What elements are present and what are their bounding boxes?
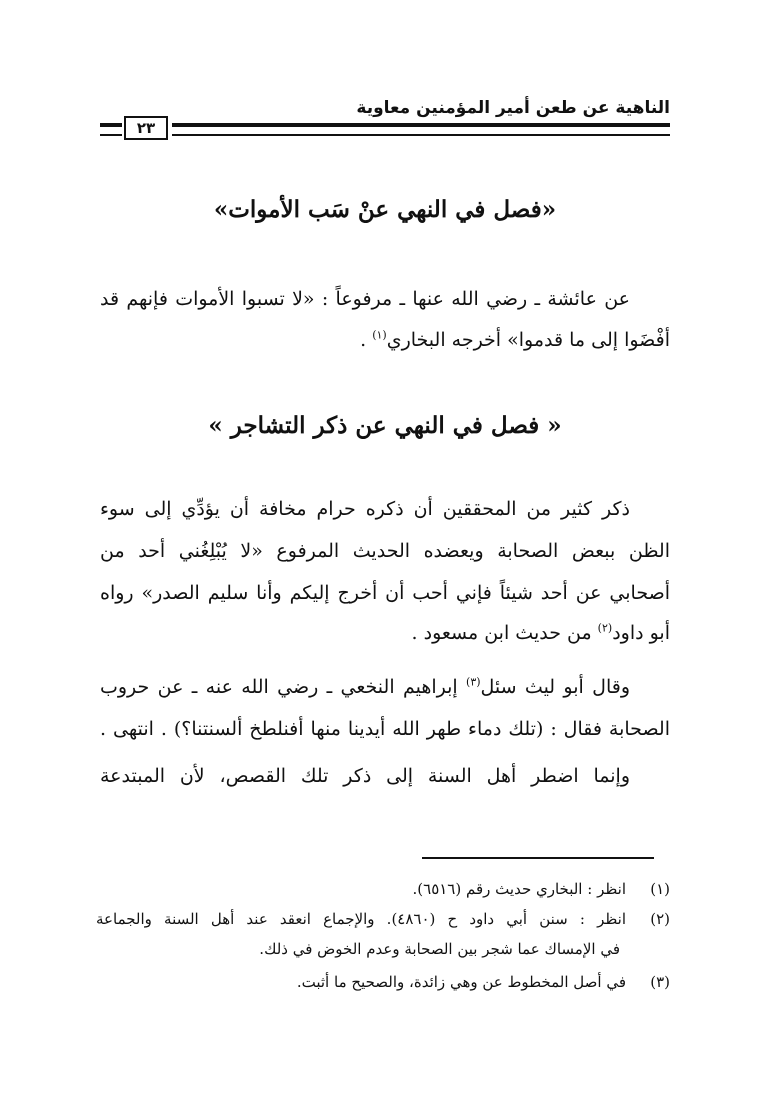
text-segment: وقال أبو ليث سئل — [480, 676, 630, 698]
footnote-text: في أصل المخطوط عن وهي زائدة، والصحيح ما أثبت. — [296, 973, 626, 991]
text-segment: من حديث ابن مسعود . — [411, 622, 598, 644]
header-rule-short — [100, 123, 122, 136]
running-title: الناهية عن طعن أمير المؤمنين معاوية — [356, 98, 670, 118]
paragraph-2-line-3: أصحابي عن أحد شيئاً فإني أحب أن أخرج إليكم وأنا سليم الصدر» رواه — [100, 582, 670, 604]
paragraph-1-line-2 — [100, 328, 670, 351]
header-rule-long — [172, 123, 670, 136]
paragraph-4-line-1: وإنما اضطر أهل السنة إلى ذكر تلك القصص، لأن المبتدعة — [100, 765, 630, 787]
paragraph-3-line-1 — [100, 675, 630, 698]
paragraph-3-line-2: الصحابة فقال : (تلك دماء طهر الله أيدينا منها أفنلطخ ألسنتنا؟) . انتهى . — [100, 718, 670, 740]
footnote-text: في الإمساك عما شجر بين الصحابة وعدم الخوض في ذلك. — [259, 940, 620, 958]
footnote-text: انظر : سنن أبي داود ح (٤٨٦٠). والإجماع انعقد عند أهل السنة والجماعة — [96, 910, 626, 928]
text-segment: . — [360, 329, 373, 351]
footnote-ref-2: (٢) — [597, 621, 613, 635]
footnote-ref-1: (١) — [372, 328, 387, 342]
footnote-text: انظر : البخاري حديث رقم (٦٥١٦). — [412, 880, 626, 898]
paragraph-2-line-1: ذكر كثير من المحققين أن ذكره حرام مخافة أن يؤدِّي إلى سوء — [100, 498, 630, 520]
footnote-number: (٣) — [650, 973, 670, 991]
paragraph-1-line-1: عن عائشة ـ رضي الله عنها ـ مرفوعاً : «لا تسبوا الأموات فإنهم قد — [100, 288, 630, 310]
page-number: ٢٣ — [124, 116, 168, 140]
footnote-number: (١) — [650, 880, 670, 898]
footnote-separator — [422, 857, 654, 859]
footnote-number: (٢) — [650, 910, 670, 928]
text-segment: إبراهيم النخعي ـ رضي الله عنه ـ عن حروب — [100, 676, 467, 698]
section-heading-1: «فصل في النهي عنْ سَب الأموات» — [213, 196, 557, 223]
paragraph-2-line-2: الظن ببعض الصحابة ويعضده الحديث المرفوع «لا يُبْلِغُني أحد من — [100, 540, 670, 562]
text-segment: أبو داود — [612, 622, 670, 644]
section-heading-2: « فصل في النهي عن ذكر التشاجر » — [208, 412, 562, 439]
paragraph-2-line-4 — [100, 621, 670, 644]
footnote-ref-3: (٣) — [466, 675, 481, 689]
text-segment: أفْضَوا إلى ما قدموا» أخرجه البخاري — [386, 329, 670, 351]
